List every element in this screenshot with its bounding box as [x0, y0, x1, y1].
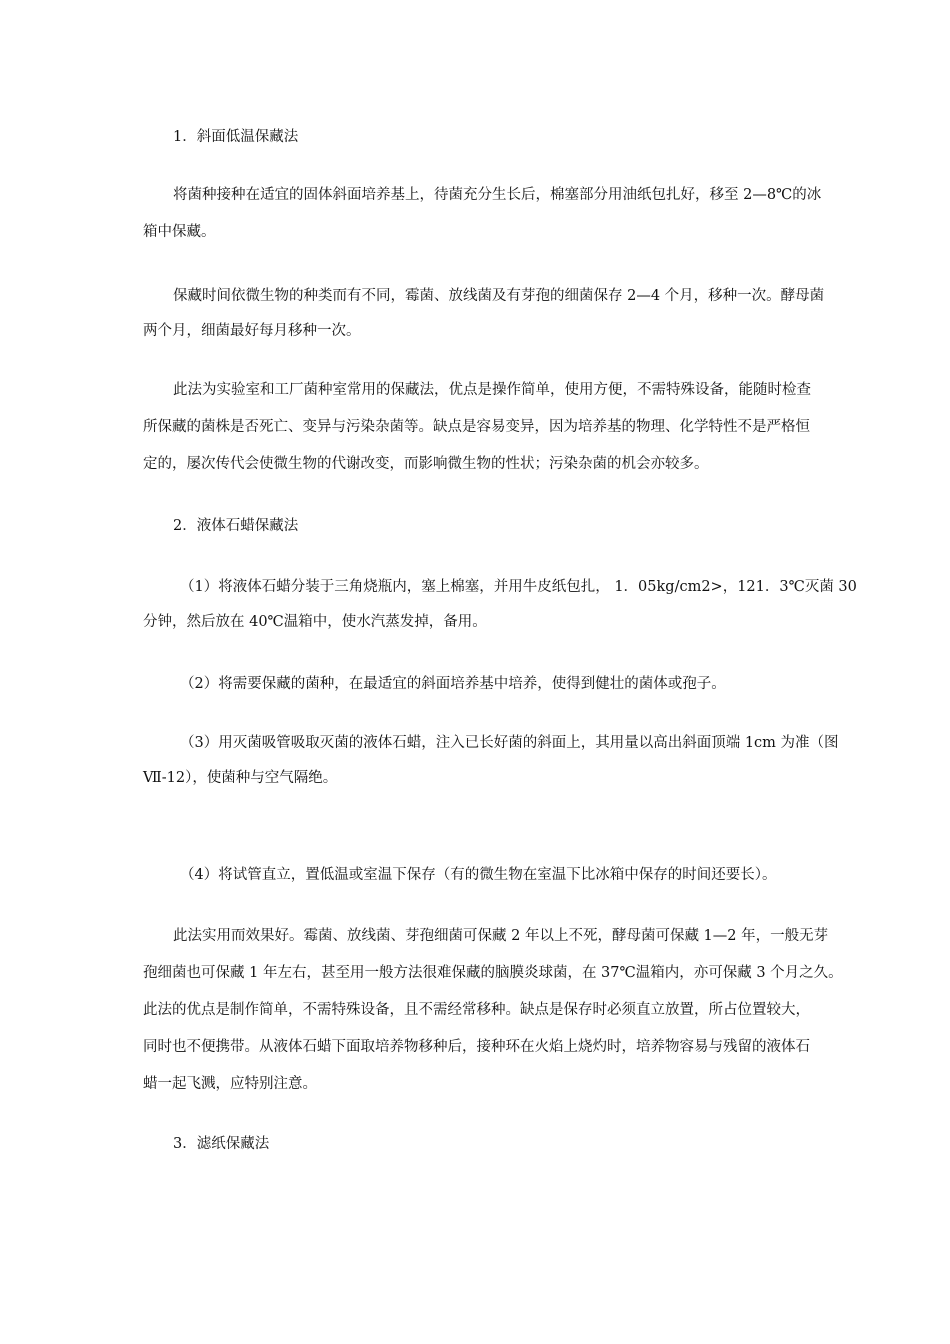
paragraph-4-line-2: 分钟，然后放在 40℃温箱中，使水汽蒸发掉，备用。 [143, 614, 487, 630]
paragraph-8-line-3: 此法的优点是制作简单，不需特殊设备，且不需经常移种。缺点是保存时必须直立放置，所占位置较大， [143, 1002, 810, 1018]
paragraph-8-line-1: 此法实用而效果好。霉菌、放线菌、芽孢细菌可保藏 2 年以上不死，酵母菌可保藏 1—2 年，一般无芽 [173, 928, 829, 944]
paragraph-3-line-2: 所保藏的菌株是否死亡、变异与污染杂菌等。缺点是容易变异，因为培养基的物理、化学特性不是严格恒 [143, 419, 810, 435]
paragraph-2-line-2: 两个月，细菌最好每月移种一次。 [143, 323, 361, 339]
heading-2: 2．液体石蜡保藏法 [173, 518, 299, 534]
paragraph-5: （2）将需要保藏的菌种，在最适宜的斜面培养基中培养，使得到健壮的菌体或孢子。 [180, 676, 726, 692]
paragraph-8-line-2: 孢细菌也可保藏 1 年左右，甚至用一般方法很难保藏的脑膜炎球菌，在 37℃温箱内，亦可保藏 3 个月之久。 [143, 965, 843, 981]
paragraph-8-line-4: 同时也不便携带。从液体石蜡下面取培养物移种后，接种环在火焰上烧灼时，培养物容易与残留的液体石 [143, 1039, 810, 1055]
paragraph-3-line-1: 此法为实验室和工厂菌种室常用的保藏法，优点是操作简单，使用方便，不需特殊设备，能随时检查 [173, 382, 811, 398]
paragraph-7: （4）将试管直立，置低温或室温下保存（有的微生物在室温下比冰箱中保存的时间还要长）。 [180, 867, 777, 883]
paragraph-4-line-1: （1）将液体石蜡分装于三角烧瓶内，塞上棉塞，并用牛皮纸包扎， 1．05kg/cm2>，121．3℃灭菌 30 [180, 579, 857, 595]
heading-1: 1．斜面低温保藏法 [173, 129, 299, 145]
paragraph-2-line-1: 保藏时间依微生物的种类而有不同，霉菌、放线菌及有芽孢的细菌保存 2—4 个月，移种一次。酵母菌 [173, 288, 825, 304]
paragraph-1-line-1: 将菌种接种在适宜的固体斜面培养基上，待菌充分生长后，棉塞部分用油纸包扎好，移至 2—8℃的冰 [173, 187, 822, 203]
heading-3: 3．滤纸保藏法 [173, 1136, 270, 1152]
paragraph-6-line-2: Ⅶ-12），使菌种与空气隔绝。 [143, 770, 338, 786]
paragraph-3-line-3: 定的，屡次传代会使微生物的代谢改变，而影响微生物的性状；污染杂菌的机会亦较多。 [143, 456, 709, 472]
paragraph-1-line-2: 箱中保藏。 [143, 224, 216, 240]
paragraph-6-line-1: （3）用灭菌吸管吸取灭菌的液体石蜡，注入已长好菌的斜面上，其用量以高出斜面顶端 1cm 为准（图 [180, 735, 839, 751]
paragraph-8-line-5: 蜡一起飞溅，应特别注意。 [143, 1076, 317, 1092]
